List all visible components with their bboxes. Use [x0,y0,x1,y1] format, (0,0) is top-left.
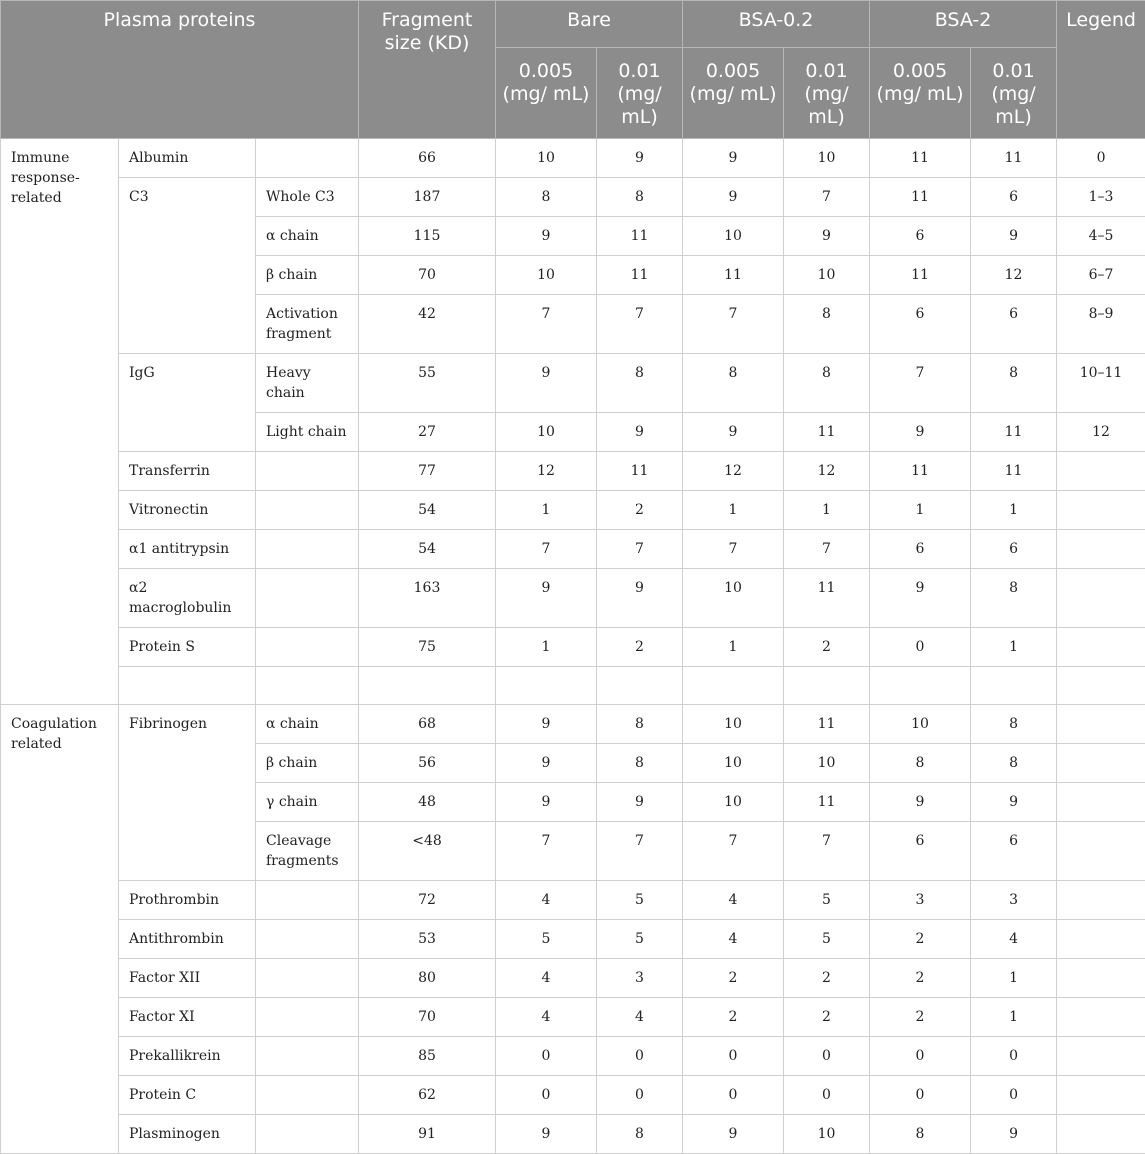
value-cell: 9 [971,1115,1057,1154]
legend-cell [1057,628,1145,667]
value-cell: 1 [496,491,597,530]
value-cell: 0 [870,1037,971,1076]
value-cell: 11 [971,452,1057,491]
value-cell: 2 [784,628,870,667]
value-cell: 2 [784,998,870,1037]
value-cell: 4 [971,920,1057,959]
value-cell: 8 [784,354,870,413]
table-row [1,569,1145,628]
protein-subunit: α chain [256,705,359,744]
value-cell: 2 [597,628,683,667]
value-cell: 0 [683,1037,784,1076]
protein-subunit: Light chain [256,413,359,452]
table-row [1,1115,1145,1154]
value-cell: 9 [496,569,597,628]
fragment-size: 42 [359,295,496,354]
table-row [1,178,1145,217]
fragment-size: 163 [359,569,496,628]
fragment-size: 27 [359,413,496,452]
value-cell: 10 [784,1115,870,1154]
value-cell: 0 [971,1076,1057,1115]
value-cell: 6 [971,178,1057,217]
legend-cell [1057,998,1145,1037]
protein-name: IgG [119,354,256,452]
table-row [1,491,1145,530]
value-cell: 3 [870,881,971,920]
value-cell: 8 [870,1115,971,1154]
protein-name: Factor XII [119,959,256,998]
header-conc: 0.01 (mg/ mL) [597,48,683,139]
value-cell: 9 [870,783,971,822]
value-cell: 6 [870,530,971,569]
protein-subunit [256,1115,359,1154]
protein-subunit: α chain [256,217,359,256]
protein-subunit [256,667,359,705]
legend-cell: 12 [1057,413,1145,452]
value-cell: 11 [784,569,870,628]
value-cell: 5 [784,881,870,920]
value-cell: 3 [597,959,683,998]
legend-cell [1057,667,1145,705]
value-cell: 9 [597,139,683,178]
protein-name: Transferrin [119,452,256,491]
legend-cell [1057,1076,1145,1115]
protein-subunit [256,452,359,491]
header-conc: 0.01 (mg/ mL) [784,48,870,139]
protein-subunit: Heavy chain [256,354,359,413]
protein-subunit: Cleavage fragments [256,822,359,881]
value-cell: 4 [683,920,784,959]
value-cell: 10 [784,256,870,295]
fragment-size: 66 [359,139,496,178]
value-cell: 11 [971,413,1057,452]
value-cell: 7 [597,822,683,881]
value-cell: 2 [870,959,971,998]
protein-subunit [256,959,359,998]
protein-subunit: Whole C3 [256,178,359,217]
fragment-size: 53 [359,920,496,959]
value-cell: 11 [784,413,870,452]
header-conc: 0.005 (mg/ mL) [683,48,784,139]
value-cell: 7 [496,295,597,354]
protein-name: Albumin [119,139,256,178]
value-cell: 6 [971,822,1057,881]
legend-cell: 8–9 [1057,295,1145,354]
value-cell: 0 [683,1076,784,1115]
value-cell: 6 [971,295,1057,354]
value-cell: 2 [870,920,971,959]
protein-subunit [256,139,359,178]
value-cell: 10 [496,413,597,452]
value-cell: 4 [597,998,683,1037]
protein-subunit [256,998,359,1037]
legend-cell: 6–7 [1057,256,1145,295]
protein-subunit: Activation fragment [256,295,359,354]
legend-cell [1057,959,1145,998]
value-cell: 1 [971,628,1057,667]
fragment-size: 80 [359,959,496,998]
value-cell: 9 [870,569,971,628]
legend-cell [1057,705,1145,744]
fragment-size: 55 [359,354,496,413]
value-cell: 11 [784,705,870,744]
protein-subunit: γ chain [256,783,359,822]
header-plasma-proteins: Plasma proteins [1,1,359,139]
value-cell: 9 [870,413,971,452]
value-cell: 7 [683,295,784,354]
table-row [1,959,1145,998]
value-cell: 8 [870,744,971,783]
value-cell: 9 [496,783,597,822]
value-cell: 0 [496,1076,597,1115]
value-cell: 11 [971,139,1057,178]
group-label: Coagulation related [1,705,119,1154]
legend-cell: 1–3 [1057,178,1145,217]
value-cell: 4 [496,998,597,1037]
protein-name: Factor XI [119,998,256,1037]
value-cell: 7 [784,178,870,217]
value-cell [870,667,971,705]
value-cell: 8 [597,744,683,783]
value-cell: 7 [784,530,870,569]
value-cell: 9 [496,744,597,783]
protein-subunit [256,628,359,667]
fragment-size: <48 [359,822,496,881]
value-cell [683,667,784,705]
legend-cell [1057,920,1145,959]
value-cell: 9 [683,178,784,217]
protein-subunit [256,1076,359,1115]
table-row [1,998,1145,1037]
value-cell: 8 [683,354,784,413]
protein-subunit [256,1037,359,1076]
value-cell: 10 [683,783,784,822]
value-cell: 2 [870,998,971,1037]
value-cell: 0 [870,1076,971,1115]
value-cell: 6 [870,217,971,256]
value-cell: 3 [971,881,1057,920]
value-cell: 8 [496,178,597,217]
legend-cell [1057,881,1145,920]
value-cell: 9 [683,139,784,178]
value-cell: 0 [971,1037,1057,1076]
protein-subunit: β chain [256,256,359,295]
value-cell: 9 [971,783,1057,822]
value-cell: 7 [496,530,597,569]
value-cell: 9 [683,1115,784,1154]
value-cell: 9 [597,413,683,452]
header-conc: 0.005 (mg/ mL) [496,48,597,139]
value-cell: 11 [683,256,784,295]
value-cell: 10 [496,139,597,178]
value-cell: 4 [683,881,784,920]
protein-subunit [256,881,359,920]
header-conc: 0.01 (mg/ mL) [971,48,1057,139]
value-cell: 1 [496,628,597,667]
protein-subunit [256,491,359,530]
value-cell: 9 [496,217,597,256]
value-cell: 0 [870,628,971,667]
value-cell: 5 [597,881,683,920]
value-cell: 0 [784,1037,870,1076]
fragment-size: 115 [359,217,496,256]
value-cell: 1 [971,998,1057,1037]
fragment-size: 48 [359,783,496,822]
protein-name: Protein S [119,628,256,667]
value-cell: 12 [683,452,784,491]
value-cell: 8 [971,569,1057,628]
value-cell [971,667,1057,705]
header-legend: Legend [1057,1,1145,139]
value-cell: 7 [683,822,784,881]
legend-cell [1057,822,1145,881]
fragment-size: 77 [359,452,496,491]
value-cell: 6 [870,295,971,354]
value-cell: 11 [784,783,870,822]
protein-name: α1 antitrypsin [119,530,256,569]
value-cell: 7 [683,530,784,569]
value-cell: 6 [971,530,1057,569]
value-cell: 1 [870,491,971,530]
fragment-size: 70 [359,998,496,1037]
value-cell: 8 [597,178,683,217]
value-cell [496,667,597,705]
value-cell: 8 [971,705,1057,744]
protein-name: C3 [119,178,256,354]
legend-cell [1057,491,1145,530]
value-cell: 5 [597,920,683,959]
legend-cell [1057,530,1145,569]
value-cell: 10 [683,744,784,783]
value-cell: 5 [496,920,597,959]
value-cell: 12 [971,256,1057,295]
group-label: Immune response-related [1,139,119,705]
legend-cell [1057,1037,1145,1076]
fragment-size: 75 [359,628,496,667]
value-cell: 10 [784,139,870,178]
fragment-size: 68 [359,705,496,744]
legend-cell: 4–5 [1057,217,1145,256]
value-cell: 11 [597,217,683,256]
protein-subunit [256,530,359,569]
value-cell: 2 [683,998,784,1037]
header-bsa-0-2: BSA-0.2 [683,1,870,48]
protein-subunit [256,920,359,959]
protein-name: Prothrombin [119,881,256,920]
value-cell: 11 [870,452,971,491]
table-row [1,881,1145,920]
value-cell: 2 [683,959,784,998]
legend-cell [1057,569,1145,628]
value-cell: 11 [597,452,683,491]
fragment-size: 85 [359,1037,496,1076]
fragment-size: 70 [359,256,496,295]
value-cell: 9 [496,1115,597,1154]
table-row [1,1076,1145,1115]
value-cell: 0 [597,1076,683,1115]
table-row [1,628,1145,667]
value-cell [784,667,870,705]
value-cell: 9 [597,783,683,822]
fragment-size [359,667,496,705]
value-cell: 7 [870,354,971,413]
protein-name: Prekallikrein [119,1037,256,1076]
value-cell: 12 [784,452,870,491]
protein-name [119,667,256,705]
value-cell: 0 [496,1037,597,1076]
value-cell: 0 [784,1076,870,1115]
value-cell: 11 [870,256,971,295]
value-cell: 8 [971,354,1057,413]
value-cell: 10 [870,705,971,744]
fragment-size: 54 [359,530,496,569]
protein-subunit [256,569,359,628]
value-cell: 9 [784,217,870,256]
value-cell: 1 [683,491,784,530]
header-bare: Bare [496,1,683,48]
value-cell: 2 [784,959,870,998]
table-row [1,920,1145,959]
value-cell: 2 [597,491,683,530]
value-cell: 9 [597,569,683,628]
protein-name: Protein C [119,1076,256,1115]
value-cell: 1 [683,628,784,667]
value-cell: 10 [784,744,870,783]
legend-cell [1057,783,1145,822]
value-cell: 6 [870,822,971,881]
fragment-size: 72 [359,881,496,920]
value-cell: 7 [496,822,597,881]
header-bsa-2: BSA-2 [870,1,1057,48]
value-cell: 9 [496,705,597,744]
value-cell: 4 [496,881,597,920]
value-cell: 11 [597,256,683,295]
value-cell: 10 [683,569,784,628]
fragment-size: 187 [359,178,496,217]
protein-name: α2 macroglobulin [119,569,256,628]
value-cell: 8 [597,1115,683,1154]
value-cell: 10 [683,705,784,744]
value-cell: 8 [597,354,683,413]
value-cell: 8 [971,744,1057,783]
header-conc: 0.005 (mg/ mL) [870,48,971,139]
value-cell: 7 [784,822,870,881]
legend-cell: 0 [1057,139,1145,178]
table-row [1,452,1145,491]
value-cell: 4 [496,959,597,998]
table-row [1,705,1145,744]
legend-cell [1057,744,1145,783]
protein-name: Vitronectin [119,491,256,530]
value-cell: 8 [784,295,870,354]
legend-cell [1057,1115,1145,1154]
value-cell: 7 [597,530,683,569]
protein-subunit: β chain [256,744,359,783]
header-fragment-size: Fragment size (KD) [359,1,496,139]
protein-name: Antithrombin [119,920,256,959]
value-cell: 10 [683,217,784,256]
fragment-size: 56 [359,744,496,783]
fragment-size: 62 [359,1076,496,1115]
protein-name: Fibrinogen [119,705,256,881]
value-cell: 5 [784,920,870,959]
value-cell [597,667,683,705]
legend-cell [1057,452,1145,491]
value-cell: 9 [971,217,1057,256]
value-cell: 9 [683,413,784,452]
value-cell: 12 [496,452,597,491]
table-row [1,139,1145,178]
value-cell: 1 [784,491,870,530]
value-cell: 11 [870,139,971,178]
value-cell: 11 [870,178,971,217]
value-cell: 1 [971,491,1057,530]
table-row [1,1037,1145,1076]
value-cell: 8 [597,705,683,744]
fragment-size: 91 [359,1115,496,1154]
legend-cell: 10–11 [1057,354,1145,413]
value-cell: 0 [597,1037,683,1076]
value-cell: 7 [597,295,683,354]
value-cell: 9 [496,354,597,413]
table-row [1,667,1145,705]
value-cell: 1 [971,959,1057,998]
table-row [1,354,1145,413]
fragment-size: 54 [359,491,496,530]
table-row [1,530,1145,569]
protein-name: Plasminogen [119,1115,256,1154]
value-cell: 10 [496,256,597,295]
